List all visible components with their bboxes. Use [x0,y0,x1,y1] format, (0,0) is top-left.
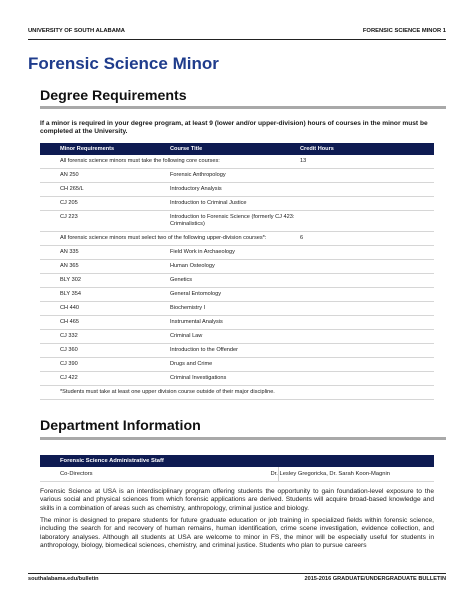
course-code: CH 265/L [40,183,170,197]
requirements-table-body [40,155,434,400]
course-title: Genetics [170,274,300,288]
page-title: Forensic Science Minor [28,54,219,73]
column-header: Credit Hours [300,143,434,155]
course-title: Human Osteology [170,260,300,274]
course-code: CJ 332 [40,330,170,344]
credit-hours [300,260,434,274]
table-row [40,330,434,344]
university-name: UNIVERSITY OF SOUTH ALABAMA [28,28,125,34]
credit-hours [300,358,434,372]
course-title: Forensic Anthropology [170,169,300,183]
course-code: BLY 354 [40,288,170,302]
course-code: CJ 422 [40,372,170,386]
table-row [40,372,434,386]
course-title: Introduction to Forensic Science (formerly CJ 423: Criminalistics) [170,211,300,232]
table-row [40,260,434,274]
department-paragraph: Forensic Science at USA is an interdisciplinary program offering students the opportunity to gain foundation-level exposure to the various social and physical sciences from which forensic applications are derived. Students will acquire broad-based knowledge and skills in a combination of areas such as chemistry, anthropology, criminal justice and biology. [40,488,434,512]
column-header: Course Title [170,143,300,155]
course-code: CJ 390 [40,358,170,372]
department-information-heading: Department Information [40,418,201,434]
requirement-instruction: All forensic science minors must take the following core courses: [40,155,300,169]
department-paragraph: The minor is designed to prepare students for future graduate education or job training in specialized fields within forensic science, including the search for and recovery of human remains, human identification, crime scene investigation, evidence collection, and laboratory analyses. Although all students at USA are welcome to minor in FS, the minor will be especially useful for students in anthropology, biology, biomedical sciences, chemistry, and criminal justice. Students who plan to pursue careers [40,517,434,550]
credit-hours [300,246,434,260]
staff-table [40,455,434,482]
credit-hours: 13 [300,155,434,169]
table-row [40,197,434,211]
course-code: AN 365 [40,260,170,274]
table-row [40,246,434,260]
section-divider [40,106,446,109]
credit-hours [300,274,434,288]
table-row [40,386,434,400]
degree-requirements-heading: Degree Requirements [40,88,187,104]
column-header: Minor Requirements [40,143,170,155]
table-row [40,211,434,232]
requirement-instruction: *Students must take at least one upper division course outside of their major discipline. [40,386,300,400]
course-title: Biochemistry I [170,302,300,316]
course-code: CJ 223 [40,211,170,232]
credit-hours [300,211,434,232]
table-row [40,302,434,316]
course-title: Instrumental Analysis [170,316,300,330]
bulletin-url: southalabama.edu/bulletin [28,576,99,582]
credit-hours [300,330,434,344]
course-code: AN 335 [40,246,170,260]
course-title: Drugs and Crime [170,358,300,372]
table-row [40,288,434,302]
credit-hours [300,316,434,330]
course-title: Field Work in Archaeology [170,246,300,260]
course-code: AN 250 [40,169,170,183]
credit-hours [300,288,434,302]
table-row [40,274,434,288]
credit-hours [300,183,434,197]
table-row [40,183,434,197]
table-row [40,232,434,246]
credit-hours [300,386,434,400]
course-title: Introduction to Criminal Justice [170,197,300,211]
credit-hours [300,169,434,183]
requirements-table [40,143,434,400]
table-row [40,316,434,330]
course-code: CJ 205 [40,197,170,211]
course-code: CJ 360 [40,344,170,358]
credit-hours [300,302,434,316]
credit-hours [300,197,434,211]
running-title: FORENSIC SCIENCE MINOR 1 [362,28,446,34]
credit-hours [300,372,434,386]
requirement-instruction: All forensic science minors must select two of the following upper-division courses*: [40,232,300,246]
table-row [40,169,434,183]
course-code: BLY 302 [40,274,170,288]
page-header [28,28,446,38]
course-title: General Entomology [170,288,300,302]
course-title: Criminal Law [170,330,300,344]
staff-role: Co-Directors [60,471,93,477]
course-title: Introductory Analysis [170,183,300,197]
table-row [40,155,434,169]
course-title: Criminal Investigations [170,372,300,386]
course-title: Introduction to the Offender [170,344,300,358]
staff-table-header: Forensic Science Administrative Staff [40,455,434,467]
course-code: CH 465 [40,316,170,330]
credit-hours: 6 [300,232,434,246]
residency-note: If a minor is required in your degree program, at least 9 (lower and/or upper-division) hours of courses in the minor must be completed at the University. [40,120,428,135]
footer-divider [28,573,446,574]
section-divider [40,437,446,440]
bulletin-edition: 2015-2016 GRADUATE/UNDERGRADUATE BULLETIN [304,576,446,582]
credit-hours [300,344,434,358]
header-divider [28,39,446,40]
table-row [40,358,434,372]
course-code: CH 440 [40,302,170,316]
table-row [40,467,434,482]
staff-names: Dr. Lesley Gregoricka, Dr. Sarah Koon-Magnin [270,471,390,477]
table-header-row [40,143,434,155]
table-row [40,344,434,358]
